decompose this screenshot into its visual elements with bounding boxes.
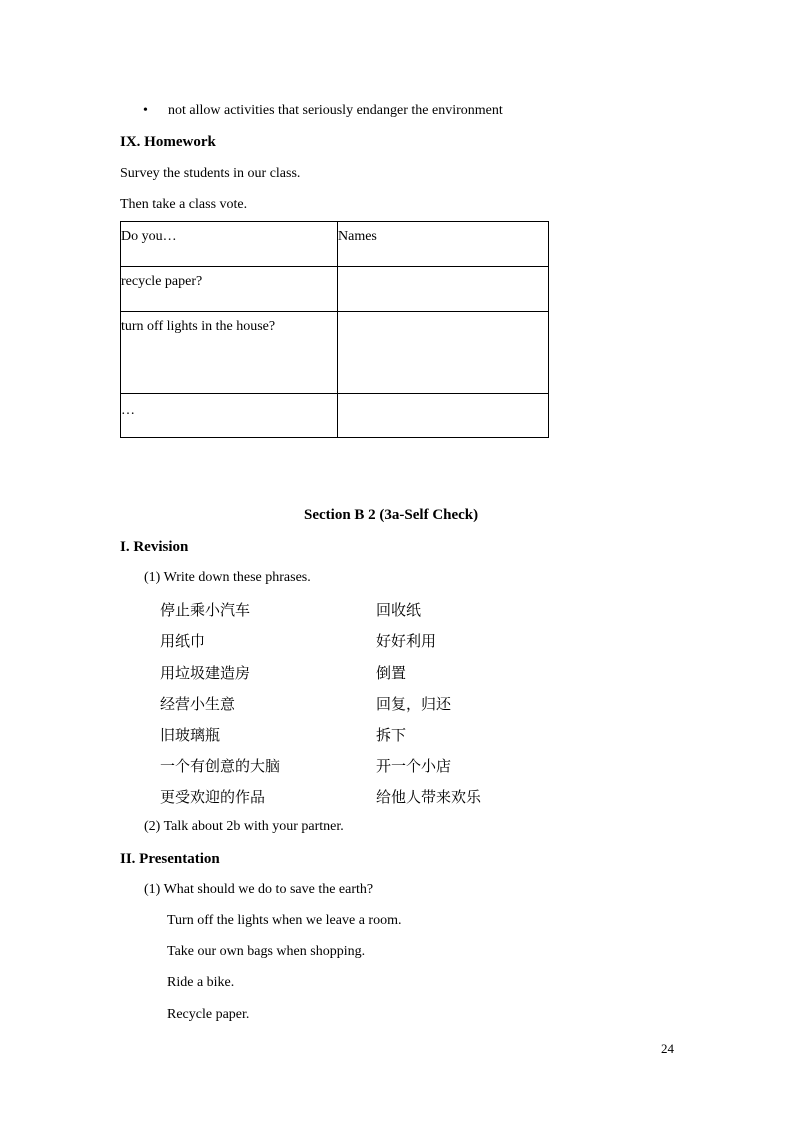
section-title: Section B 2 (3a-Self Check) xyxy=(304,507,479,523)
table-row xyxy=(121,312,549,394)
table-cell: turn off lights in the house? xyxy=(121,312,338,394)
phrase-left: 用纸巾 xyxy=(160,632,206,650)
table-header-cell: Do you… xyxy=(121,222,338,267)
phrase-right: 回复，归还 xyxy=(376,695,452,713)
revision-heading: I. Revision xyxy=(120,539,189,555)
presentation-item-1: (1) What should we do to save the earth? xyxy=(144,882,374,897)
phrase-right: 倒置 xyxy=(376,664,407,682)
phrase-left: 一个有创意的大脑 xyxy=(160,757,281,775)
homework-line-2: Then take a class vote. xyxy=(120,197,248,212)
table-cell xyxy=(338,267,549,312)
table-cell: … xyxy=(121,394,338,438)
phrase-left: 停止乘小汽车 xyxy=(160,601,251,619)
phrase-right: 拆下 xyxy=(376,726,407,744)
table-header-row xyxy=(121,222,549,267)
phrase-left: 旧玻璃瓶 xyxy=(160,726,221,744)
phrase-right: 给他人带来欢乐 xyxy=(376,788,482,806)
phrase-right: 开一个小店 xyxy=(376,757,452,775)
answer-line: Turn off the lights when we leave a room. xyxy=(167,913,402,928)
bullet-text: not allow activities that seriously endanger the environment xyxy=(168,103,503,118)
table-row xyxy=(121,267,549,312)
table-row xyxy=(121,394,549,438)
phrase-left: 经营小生意 xyxy=(160,695,236,713)
homework-heading: IX. Homework xyxy=(120,134,216,150)
phrase-left: 用垃圾建造房 xyxy=(160,664,251,682)
answer-line: Ride a bike. xyxy=(167,975,235,990)
bullet-icon: • xyxy=(143,103,148,118)
answer-line: Take our own bags when shopping. xyxy=(167,944,366,959)
phrase-right: 回收纸 xyxy=(376,601,422,619)
answer-line: Recycle paper. xyxy=(167,1007,250,1022)
homework-line-1: Survey the students in our class. xyxy=(120,166,301,181)
presentation-heading: II. Presentation xyxy=(120,851,220,867)
revision-item-1: (1) Write down these phrases. xyxy=(144,570,311,585)
survey-table xyxy=(120,221,549,438)
table-cell xyxy=(338,394,549,438)
table-cell xyxy=(338,312,549,394)
revision-item-2: (2) Talk about 2b with your partner. xyxy=(144,819,344,834)
table-cell: recycle paper? xyxy=(121,267,338,312)
table-header-cell: Names xyxy=(338,222,549,267)
phrase-right: 好好利用 xyxy=(376,632,437,650)
phrase-left: 更受欢迎的作品 xyxy=(160,788,266,806)
page-number: 24 xyxy=(661,1041,674,1056)
